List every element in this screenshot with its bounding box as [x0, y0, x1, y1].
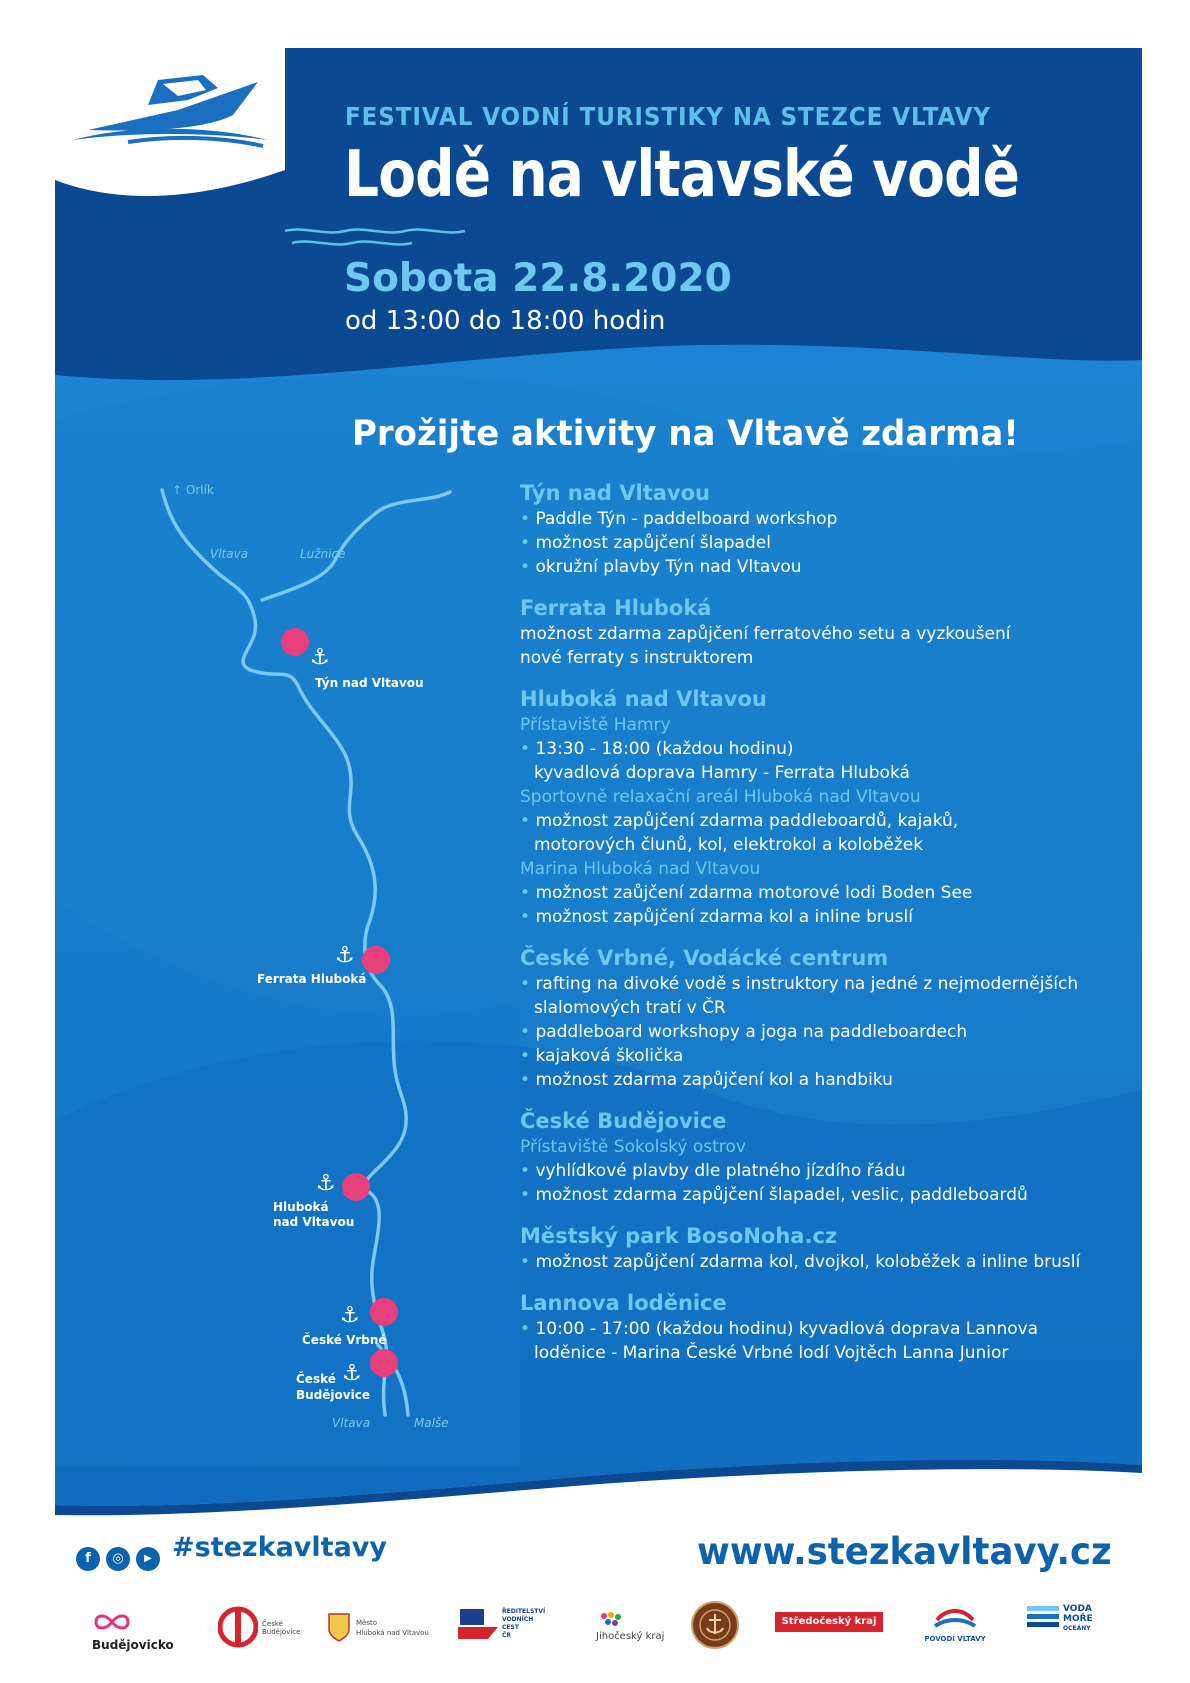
activity-item: • kajaková školička	[520, 1044, 1080, 1068]
activity-item: • rafting na divoké vodě s instruktory na jedné z nejmodernějších	[520, 972, 1080, 996]
facebook-icon[interactable]: f	[76, 1547, 100, 1571]
website-link[interactable]: www.stezkavltavy.cz	[697, 1530, 1112, 1573]
anchor-icon: ⚓	[310, 645, 330, 670]
logo-jihocesky-kraj	[596, 1610, 664, 1642]
activity-item-continued: loděnice - Marina České Vrbné lodí Vojtěch Lanna Junior	[534, 1343, 1009, 1363]
logo-text: OCEÁNY	[1063, 1625, 1091, 1632]
map-label-budejovice-2: Budějovice	[296, 1388, 370, 1402]
section-title: Ferrata Hluboká	[520, 596, 712, 620]
youtube-icon[interactable]: ▶	[136, 1547, 160, 1571]
jihocesky-mark-icon	[596, 1610, 626, 1628]
map-label-ferrata: Ferrata Hluboká	[257, 972, 367, 986]
activity-item: • Paddle Týn - paddelboard workshop	[520, 507, 1080, 531]
subsection-title: Marina Hluboká nad Vltavou	[520, 859, 761, 879]
stop-marker-ferrata	[362, 946, 390, 974]
activity-item: • možnost zapůjčení zdarma kol a inline bruslí	[520, 905, 1080, 929]
section-title: České Vrbné, Vodácké centrum	[520, 946, 889, 970]
activity-text: možnost zdarma zapůjčení ferratového setu a vyzkoušení nové ferraty s instruktorem	[520, 624, 1011, 668]
voda-mark-icon	[1027, 1604, 1059, 1634]
section-lanna	[520, 1290, 1080, 1365]
logo-plavba-seal	[690, 1600, 740, 1654]
logo-stredocesky-kraj	[775, 1612, 883, 1632]
budejovicko-mark-icon	[92, 1610, 132, 1634]
map-label-malse: Malše	[414, 1416, 449, 1430]
cb-mark-icon	[218, 1605, 258, 1649]
logo-text: MOŘE	[1063, 1614, 1093, 1624]
event-date: Sobota 22.8.2020	[344, 256, 732, 301]
map-label-orlik: ↑ Orlík	[172, 483, 214, 497]
activity-item: • okružní plavby Týn nad Vltavou	[520, 555, 1080, 579]
activity-item: • možnost zapůjčení zdarma paddleboardů, kajaků,	[520, 809, 1080, 833]
logo-text: ČR	[502, 1632, 512, 1639]
logo-text: České	[262, 1620, 283, 1628]
activity-list	[520, 480, 1080, 1381]
logo-text: Hluboká nad Vltavou	[356, 1629, 429, 1637]
stop-marker-vrbne	[370, 1298, 398, 1326]
stop-marker-hluboka	[342, 1173, 370, 1201]
instagram-icon[interactable]: ◎	[106, 1547, 130, 1571]
event-time: od 13:00 do 18:00 hodin	[345, 306, 666, 336]
section-tyn	[520, 480, 1080, 579]
activity-item-continued: slalomových tratí v ČR	[534, 998, 726, 1018]
logo-budejovicko	[92, 1610, 174, 1652]
section-title: Lannova loděnice	[520, 1291, 727, 1315]
section-title: České Budějovice	[520, 1109, 727, 1133]
map-label-vrbne: České Vrbné	[302, 1333, 387, 1347]
section-bosonoha	[520, 1223, 1080, 1274]
map-label-luznice: Lužnice	[300, 547, 346, 561]
logo-text: Budějovice	[262, 1628, 301, 1636]
anchor-icon: ⚓	[342, 1361, 362, 1386]
activity-item-continued: kyvadlová doprava Hamry - Ferrata Hluboká	[534, 763, 910, 783]
activity-item: • 13:30 - 18:00 (každou hodinu)	[520, 737, 1080, 761]
logo-text: ŘEDITELSTVÍ	[502, 1608, 546, 1615]
povodi-mark-icon	[933, 1606, 977, 1630]
rvc-mark-icon	[458, 1607, 498, 1641]
section-title: Městský park BosoNoha.cz	[520, 1224, 838, 1248]
subsection-title: Sportovně relaxační areál Hluboká nad Vltavou	[520, 787, 921, 807]
logo-text: Jihočeský kraj	[596, 1631, 665, 1642]
activity-item: • paddleboard workshopy a joga na paddleboardech	[520, 1020, 1080, 1044]
anchor-icon: ⚓	[340, 1303, 360, 1328]
logo-ceske-budejovice	[218, 1605, 301, 1653]
section-title: Týn nad Vltavou	[520, 481, 710, 505]
logo-text: VODNÍCH	[502, 1616, 534, 1623]
logo-rvc	[458, 1607, 546, 1645]
activity-item: • možnost zaůjčení zdarma motorové lodi Boden See	[520, 881, 1080, 905]
logo-povodi-vltavy	[920, 1606, 990, 1644]
stop-marker-tyn	[281, 628, 309, 656]
logo-text: Středočeský kraj	[781, 1616, 877, 1627]
section-ferrata	[520, 595, 1080, 670]
stop-marker-budejovice	[370, 1349, 398, 1377]
subsection-title: Přístaviště Sokolský ostrov	[520, 1137, 746, 1157]
hashtag[interactable]: #stezkavltavy	[172, 1532, 387, 1563]
map-label-vltava-bottom: Vltava	[332, 1416, 371, 1430]
logo-text: Město	[356, 1619, 378, 1627]
activity-item: • možnost zapůjčení šlapadel	[520, 531, 1080, 555]
river-map	[150, 480, 470, 1440]
boat-logo-icon	[68, 70, 278, 150]
activity-item: • možnost zdarma zapůjčení šlapadel, veslic, paddleboardů	[520, 1183, 1080, 1207]
map-label-hluboka-1: Hluboká	[273, 1200, 329, 1214]
map-label-tyn: Týn nad Vltavou	[315, 676, 424, 690]
anchor-seal-icon	[690, 1600, 740, 1650]
activity-item: • možnost zdarma zapůjčení kol a handbiku	[520, 1068, 1080, 1092]
subsection-title: Přístaviště Hamry	[520, 715, 671, 735]
logo-text: CEST	[502, 1624, 519, 1631]
section-budejovice	[520, 1108, 1080, 1207]
activity-item: • 10:00 - 17:00 (každou hodinu) kyvadlová doprava Lannova	[520, 1317, 1080, 1341]
logo-mesto-hluboka	[328, 1612, 429, 1646]
logo-voda-more-oceany	[1027, 1604, 1093, 1638]
logo-text: POVODÍ VLTAVY	[924, 1635, 986, 1643]
section-vrbne	[520, 945, 1080, 1092]
section-title: Hluboká nad Vltavou	[520, 687, 767, 711]
page-title: Lodě na vltavské vodě	[344, 138, 1020, 212]
anchor-icon: ⚓	[335, 943, 355, 968]
headline: Prožijte aktivity na Vltavě zdarma!	[352, 414, 1019, 454]
map-label-vltava-top: Vltava	[210, 547, 249, 561]
logo-text: VODA	[1063, 1604, 1092, 1614]
festival-kicker: FESTIVAL VODNÍ TURISTIKY NA STEZCE VLTAVY	[345, 102, 991, 131]
coat-of-arms-icon	[328, 1612, 350, 1642]
anchor-icon: ⚓	[316, 1171, 336, 1196]
logo-text: Budějovicko	[92, 1638, 174, 1652]
activity-item: • vyhlídkové plavby dle platného jízdího řádu	[520, 1159, 1080, 1183]
activity-item: • možnost zapůjčení zdarma kol, dvojkol, koloběžek a inline bruslí	[520, 1250, 1080, 1274]
section-hluboka	[520, 686, 1080, 929]
map-label-budejovice-1: České	[296, 1372, 336, 1386]
activity-item-continued: motorových člunů, kol, elektrokol a koloběžek	[534, 835, 924, 855]
map-label-hluboka-2: nad Vltavou	[273, 1215, 355, 1229]
